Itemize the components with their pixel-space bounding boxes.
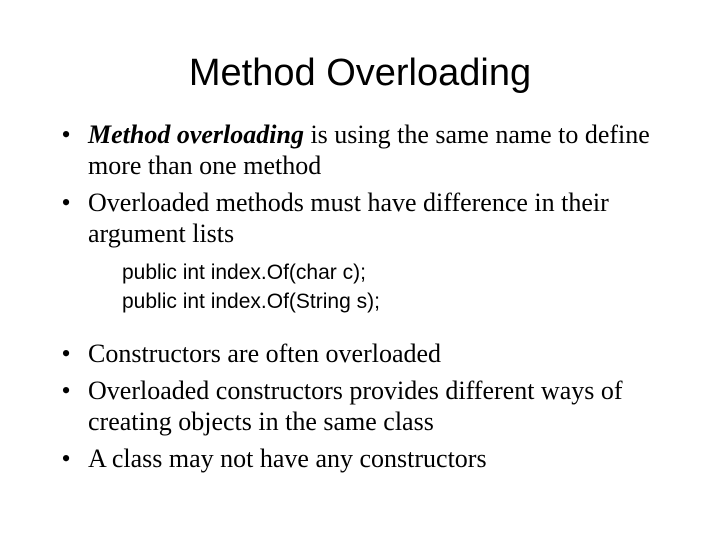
code-line: public int index.Of(String s); xyxy=(122,290,380,313)
bullet-text: Overloaded constructors provides different ways of creating objects in the same class xyxy=(88,376,623,436)
bullet-icon: • xyxy=(61,188,71,217)
bullet-method-overloading xyxy=(56,119,676,181)
bullet-overloaded-constructors xyxy=(56,375,676,437)
bullet-text: Constructors are often overloaded xyxy=(88,339,442,368)
bullet-no-constructors xyxy=(56,443,676,474)
bullet-list xyxy=(56,119,676,480)
code-example xyxy=(122,258,676,316)
bullet-icon: • xyxy=(61,120,71,149)
bullet-argument-lists xyxy=(56,187,676,249)
bullet-text: is using the same name to define more than one method xyxy=(88,120,650,180)
bullet-text: A class may not have any constructors xyxy=(88,444,487,473)
bullet-text: Overloaded methods must have difference in their argument lists xyxy=(88,188,609,248)
code-line: public int index.Of(char c); xyxy=(122,261,366,284)
bullet-icon: • xyxy=(61,376,71,405)
slide-title: Method Overloading xyxy=(188,52,532,94)
bullet-constructors-overloaded xyxy=(56,338,676,369)
term-method-overloading: Method overloading xyxy=(88,120,304,149)
bullet-icon: • xyxy=(61,339,71,368)
bullet-icon: • xyxy=(61,444,71,473)
